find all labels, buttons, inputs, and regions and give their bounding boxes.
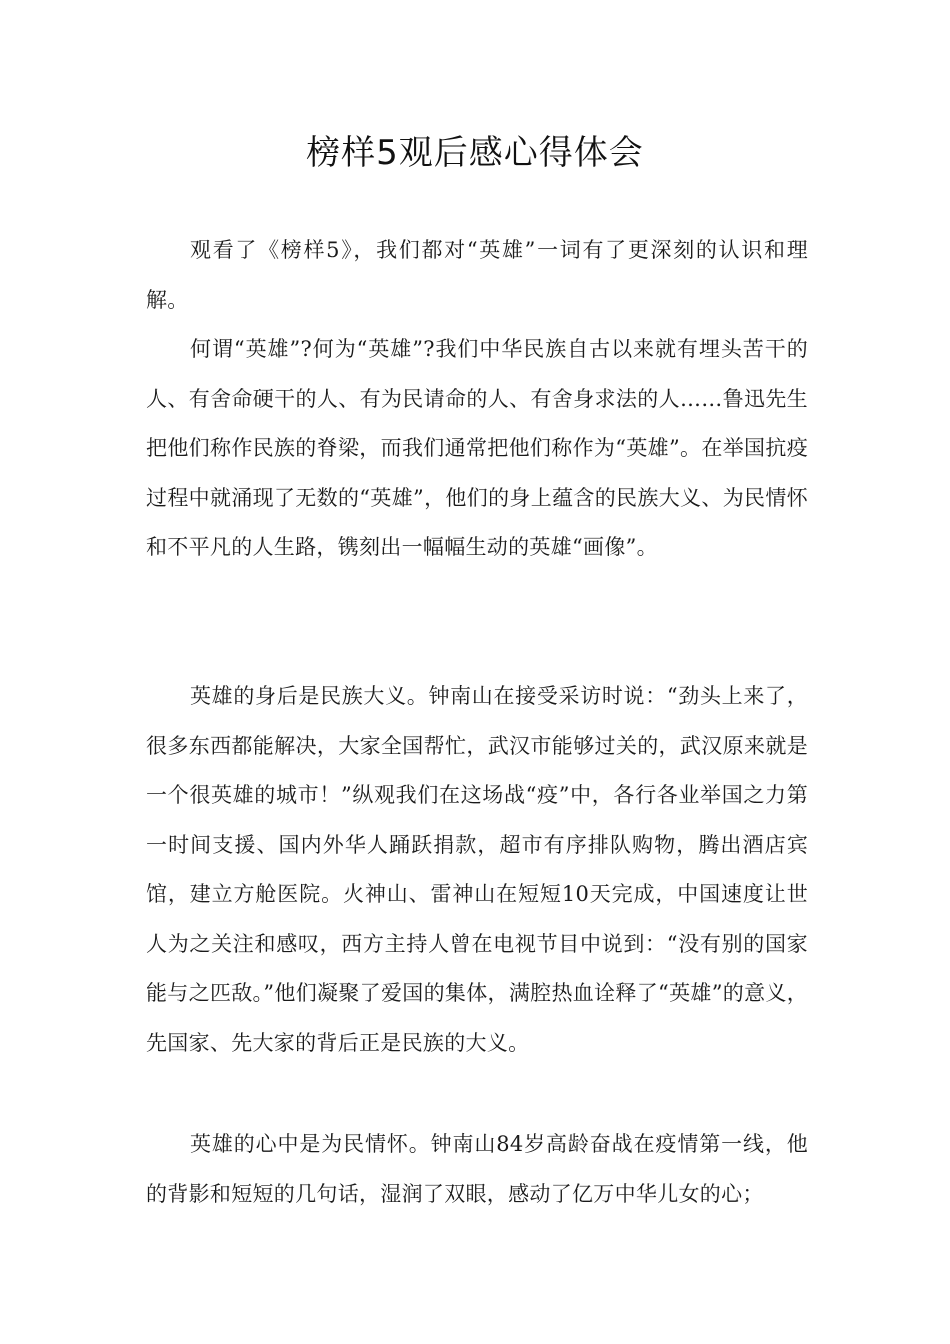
paragraph: 观看了《榜样5》，我们都对“英雄”一词有了更深刻的认识和理解。 <box>146 238 808 312</box>
paragraph: 英雄的身后是民族大义。钟南山在接受采访时说：“劲头上来了，很多东西都能解决，大家全国帮忙，武汉市能够过关的，武汉原来就是一个很英雄的城市！”纵观我们在这场战“疫”中，各行各业举国之力第一时间支援、国内外华人踊跃捐款，超市有序排队购物，腾出酒店宾馆，建立方舱医院。火神山、雷神山在短短10天完成，中国速度让世人为之关注和感叹，西方主持人曾在电视节目中说到：“没有别的国家能与之匹敌。”他们凝聚了爱国的集体，满腔热血诠释了“英雄”的意义，先国家、先大家的背后正是民族的大义。 <box>146 684 808 1055</box>
paragraph: 英雄的心中是为民情怀。钟南山84岁高龄奋战在疫情第一线，他的背影和短短的几句话，湿润了双眼，感动了亿万中华儿女的心； <box>146 1132 808 1206</box>
paragraph: 何谓“英雄”?何为“英雄”?我们中华民族自古以来就有埋头苦干的人、有舍命硬干的人、有为民请命的人、有舍身求法的人……鲁迅先生把他们称作民族的脊梁，而我们通常把他们称作为“英雄”。在举国抗疫过程中就涌现了无数的“英雄”，他们的身上蕴含的民族大义、为民情怀和不平凡的人生路，镌刻出一幅幅生动的英雄“画像”。 <box>146 337 808 559</box>
document-title: 榜样5观后感心得体会 <box>306 133 644 173</box>
